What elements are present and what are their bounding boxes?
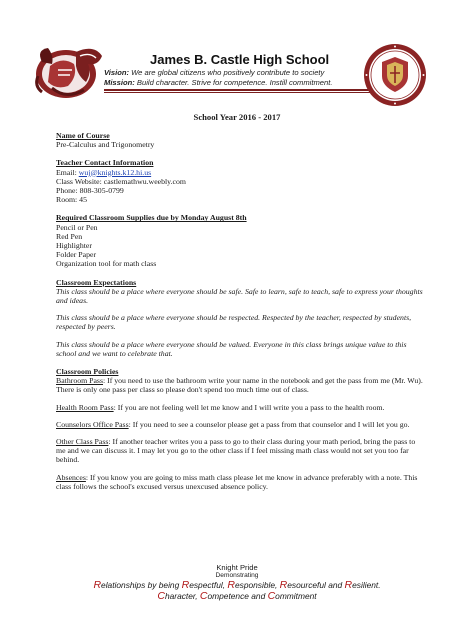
policy-item: Health Room Pass: If you are not feeling well let me know and I will write you a pass to the health room. — [56, 402, 385, 412]
footer-motto — [0, 563, 474, 601]
motto-text: esourceful and — [287, 580, 345, 590]
motto-text: esponsible, — [234, 580, 280, 590]
supplies-heading: Required Classroom Supplies due by Monday August 8th — [56, 213, 247, 223]
motto-capital: R — [93, 579, 102, 591]
motto-text: haracter, — [164, 590, 200, 601]
school-year: School Year 2016 - 2017 — [193, 112, 281, 122]
demonstrating: Demonstrating — [215, 572, 259, 579]
knight-pride: Knight Pride — [216, 563, 258, 572]
knight-logo-icon — [32, 42, 110, 104]
syllabus-body — [56, 122, 426, 491]
course-name: Pre-Calculus and Trigonometry — [56, 140, 155, 150]
policies-heading: Classroom Policies — [56, 367, 119, 377]
mission-statement: Mission: Build character. Strive for competence. Instill commitment. — [104, 78, 333, 87]
policy-item: Counselors Office Pass: If you need to see a counselor please get a pass from that counselor and I will let you go. — [56, 419, 410, 429]
policy-item: Absences: If you know you are going to miss math class please let me know in advance preferably with a note. This class follows the school's excused versus unexcused absence policy. — [56, 472, 418, 491]
motto-line-relationships — [0, 580, 474, 591]
motto-capital: C — [199, 589, 208, 602]
contact-heading: Teacher Contact Information — [56, 158, 154, 168]
policy-item: Bathroom Pass: If you need to use the bathroom write your name in the notebook and get the pass from me (Mr. Wu). There is only one pass per class so please don't spend too much time out of class. — [56, 376, 423, 395]
header-rule — [104, 89, 374, 91]
motto-capital: R — [344, 579, 353, 591]
supply-item: Red Pen — [56, 231, 83, 241]
header-rule-thin — [104, 92, 374, 93]
course-heading: Name of Course — [56, 131, 110, 140]
motto-capital: R — [227, 579, 235, 591]
motto-capital: C — [157, 589, 165, 602]
motto-text: ommitment — [275, 590, 317, 601]
school-name: James B. Castle High School — [150, 52, 330, 67]
supply-item: Folder Paper — [56, 250, 97, 260]
expectation-item: This class should be a place where everyone should be respected. Respected by the teacher, respected by students, respected by peers. — [56, 313, 412, 332]
vision-statement: Vision: We are global citizens who positively contribute to society — [104, 68, 325, 77]
supply-item: Pencil or Pen — [56, 222, 98, 232]
school-seal-icon — [362, 42, 428, 108]
contact-email: Email: wuj@knights.k12.hi.us — [56, 167, 152, 177]
contact-room: Room: 45 — [56, 195, 87, 205]
motto-capital: C — [267, 589, 276, 602]
motto-capital: R — [181, 579, 190, 591]
email-link[interactable]: wuj@knights.k12.hi.us — [78, 167, 152, 177]
motto-capital: R — [279, 579, 288, 591]
motto-line-character — [0, 591, 474, 602]
supply-item: Highlighter — [56, 241, 92, 251]
motto-text: ompetence and — [207, 590, 268, 601]
contact-phone: Phone: 808-305-0799 — [56, 186, 124, 196]
motto-text: elationships by being — [101, 580, 182, 590]
expectations-heading: Classroom Expectations — [56, 277, 137, 287]
expectation-item: This class should be a place where everyone should be valued. Everyone in this class brings unique value to this school and we want to celebrate that. — [56, 339, 407, 358]
supply-item: Organization tool for math class — [56, 259, 157, 269]
policy-item: Other Class Pass: If another teacher writes you a pass to go to their class during your math period, bring the pass to me and we can discuss it. I may let you go to the other class if I feel missing math class would not set you too far behind. — [56, 437, 416, 465]
motto-text: espectful, — [189, 580, 228, 590]
motto-text: esilient. — [352, 580, 381, 590]
expectation-item: This class should be a place where everyone should be safe. Safe to learn, safe to teach, safe to express your thoughts and ideas. — [56, 286, 423, 306]
contact-website: Class Website: castlemathwu.weebly.com — [56, 176, 186, 186]
